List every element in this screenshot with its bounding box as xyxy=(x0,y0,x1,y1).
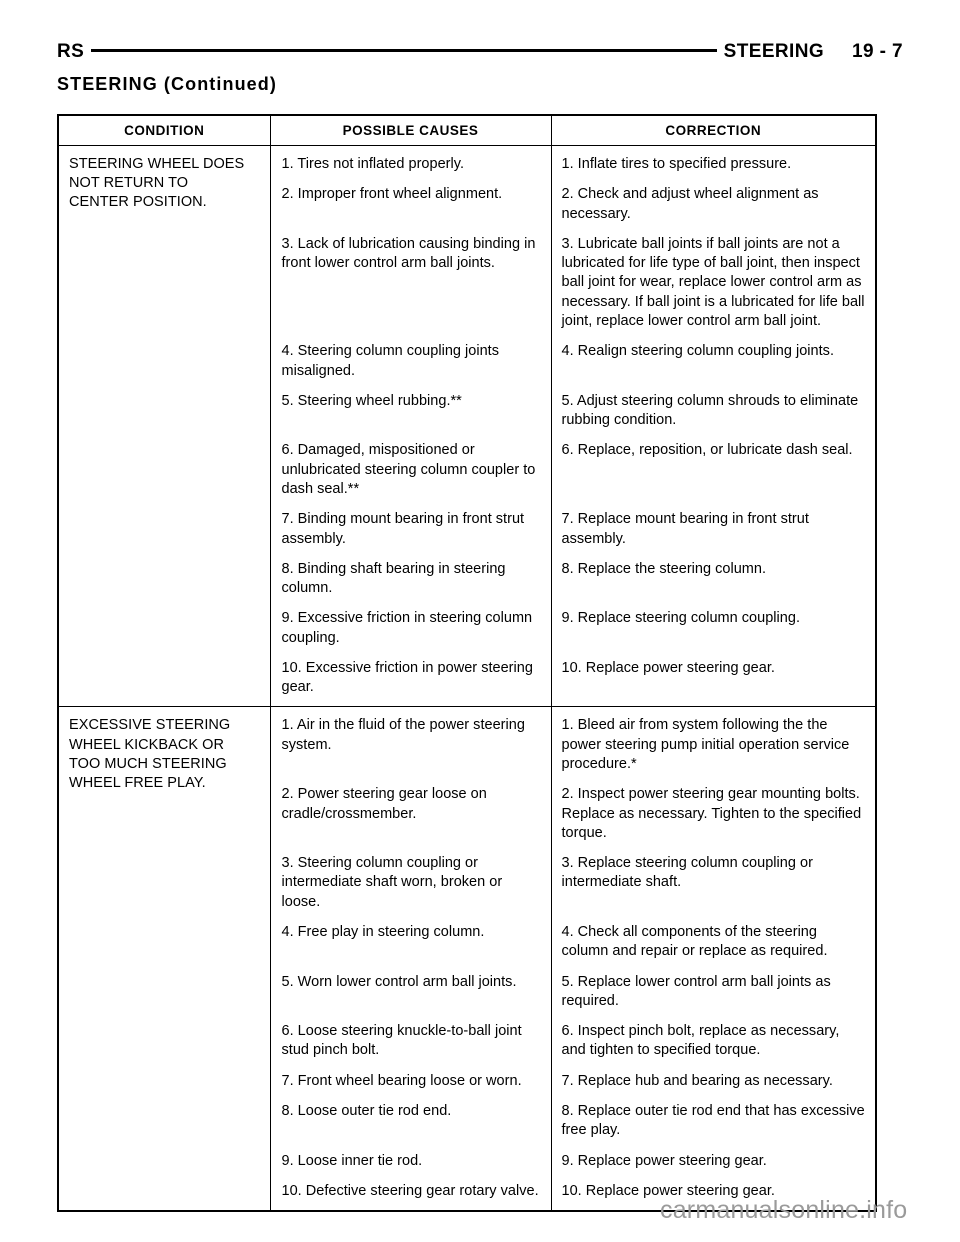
correction-list xyxy=(562,155,867,697)
condition-line: STEERING WHEEL DOES xyxy=(69,156,245,172)
cause-item: 5. Worn lower control arm ball joints. xyxy=(281,973,517,990)
condition-line: EXCESSIVE STEERING xyxy=(69,717,231,734)
cause-item: 10. Defective steering gear rotary valve. xyxy=(281,1182,539,1199)
cause-item: 7. Front wheel bearing loose or worn. xyxy=(281,1072,522,1089)
table-body xyxy=(59,146,875,1211)
column-header-possible-causes: POSSIBLE CAUSES xyxy=(270,116,551,146)
page-title: STEERING (Continued) xyxy=(57,74,277,94)
correction-cell xyxy=(551,707,875,1210)
condition-text xyxy=(69,716,261,793)
section-name: STEERING xyxy=(723,40,824,62)
page-running-head xyxy=(57,38,903,64)
cause-item: 2. Power steering gear loose on cradle/crossmember. xyxy=(281,786,487,822)
table-row xyxy=(59,707,875,1210)
cause-item: 9. Loose inner tie rod. xyxy=(281,1152,423,1169)
header-rule xyxy=(91,49,716,52)
correction-item: 5. Replace lower control arm ball joints as required. xyxy=(561,973,831,1009)
condition-line: CENTER POSITION. xyxy=(69,194,207,211)
correction-item: 9. Replace steering column coupling. xyxy=(561,610,800,627)
cause-item: 8. Loose outer tie rod end. xyxy=(281,1102,452,1119)
cause-item: 9. Excessive friction in steering column coupling. xyxy=(281,610,533,646)
diagnosis-table xyxy=(57,114,877,1212)
cause-item: 5. Steering wheel rubbing.** xyxy=(281,392,462,409)
correction-item: 9. Replace power steering gear. xyxy=(561,1152,767,1169)
condition-cell xyxy=(59,707,270,1210)
cause-item: 1. Air in the fluid of the power steering system. xyxy=(281,717,525,753)
cause-list xyxy=(282,155,541,697)
cause-item: 8. Binding shaft bearing in steering column. xyxy=(281,560,506,597)
correction-item: 6. Replace, reposition, or lubricate dash seal. xyxy=(561,442,853,459)
correction-item: 2. Check and adjust wheel alignment as necessary. xyxy=(561,186,819,222)
correction-cell xyxy=(551,146,875,707)
correction-item: 3. Replace steering column coupling or intermediate shaft. xyxy=(561,855,813,891)
condition-cell xyxy=(59,146,270,707)
cause-item: 1. Tires not inflated properly. xyxy=(281,156,464,172)
table-header-row xyxy=(59,116,875,146)
correction-item: 1. Bleed air from system following the the power steering pump initial operation service procedure.* xyxy=(561,717,850,773)
cause-item: 6. Loose steering knuckle-to-ball joint stud pinch bolt. xyxy=(281,1023,522,1059)
table-row xyxy=(59,146,875,707)
correction-item: 1. Inflate tires to specified pressure. xyxy=(561,156,792,172)
correction-item: 6. Inspect pinch bolt, replace as necessary, and tighten to specified torque. xyxy=(561,1023,840,1059)
condition-line: NOT RETURN TO xyxy=(69,175,189,192)
cause-item: 4. Free play in steering column. xyxy=(281,924,485,940)
correction-item: 4. Check all components of the steering column and repair or replace as required. xyxy=(561,924,828,960)
cause-item: 3. Steering column coupling or intermediate shaft worn, broken or loose. xyxy=(281,855,503,910)
condition-text xyxy=(69,155,261,212)
correction-item: 7. Replace hub and bearing as necessary. xyxy=(561,1072,833,1089)
possible-causes-cell xyxy=(270,146,551,707)
cause-item: 6. Damaged, mispositioned or unlubricated steering column coupler to dash seal.** xyxy=(281,442,536,497)
cause-item: 2. Improper front wheel alignment. xyxy=(281,186,503,203)
correction-item: 8. Replace the steering column. xyxy=(561,560,767,577)
correction-item: 10. Replace power steering gear. xyxy=(561,1182,775,1199)
condition-line: WHEEL FREE PLAY. xyxy=(69,774,206,791)
correction-item: 3. Lubricate ball joints if ball joints are not a lubricated for life type of ball joint, then inspect ball joint for wear, replace lower control arm as necessary. If ball joint is a lubricated for life ball joint, replace lower control arm ball joint. xyxy=(561,235,865,329)
correction-item: 2. Inspect power steering gear mounting bolts. Replace as necessary. Tighten to the specified torque. xyxy=(561,786,862,841)
cause-item: 4. Steering column coupling joints misaligned. xyxy=(281,343,499,379)
correction-item: 10. Replace power steering gear. xyxy=(561,659,775,676)
cause-item: 7. Binding mount bearing in front strut assembly. xyxy=(281,511,525,547)
site-watermark: carmanualsonline.info xyxy=(660,1196,908,1224)
correction-item: 7. Replace mount bearing in front strut assembly. xyxy=(561,511,809,547)
cause-item: 10. Excessive friction in power steering gear. xyxy=(281,659,533,696)
cause-item: 3. Lack of lubrication causing binding in front lower control arm ball joints. xyxy=(281,235,536,272)
correction-list xyxy=(562,716,867,1201)
manual-code: RS xyxy=(57,40,85,62)
condition-line: TOO MUCH STEERING xyxy=(69,755,227,772)
possible-causes-cell xyxy=(270,707,551,1210)
correction-item: 5. Adjust steering column shrouds to eliminate rubbing condition. xyxy=(561,392,859,429)
column-header-condition: CONDITION xyxy=(59,116,270,146)
condition-line: WHEEL KICKBACK OR xyxy=(69,736,225,753)
column-header-correction: CORRECTION xyxy=(551,116,875,146)
correction-item: 4. Realign steering column coupling joints. xyxy=(561,343,834,360)
cause-list xyxy=(282,716,541,1201)
correction-item: 8. Replace outer tie rod end that has excessive free play. xyxy=(561,1102,865,1139)
page-number: 19 - 7 xyxy=(852,40,903,62)
